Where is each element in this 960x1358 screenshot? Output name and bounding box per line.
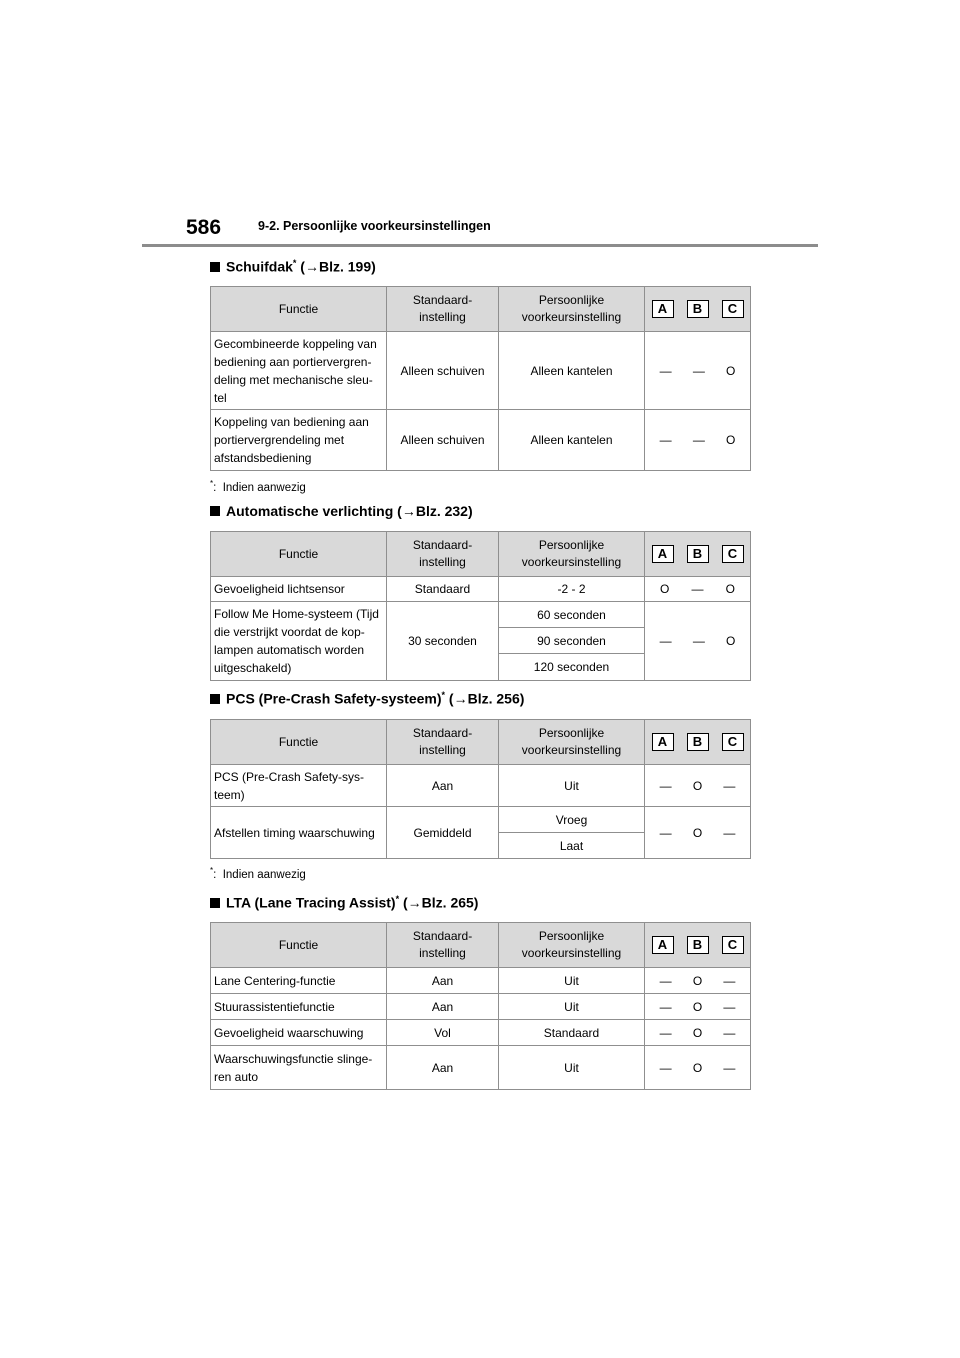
cell-default: Standaard [387, 577, 499, 602]
letter-b-box: B [687, 300, 709, 318]
col-header-abc [645, 720, 751, 765]
col-header-personal: Persoonlijke voorkeursinstelling [499, 720, 645, 765]
table-schuifdak [210, 286, 751, 471]
cell-personal-option: 60 seconden [499, 602, 645, 628]
col-header-function: Functie [211, 532, 387, 577]
col-header-personal: Persoonlijke voorkeursinstelling [499, 923, 645, 968]
table-row [211, 968, 751, 994]
cell-default: Alleen schuiven [387, 332, 499, 410]
cell-abc: O — O [645, 577, 751, 602]
section-title-lta: LTA (Lane Tracing Assist)* (→Blz. 265) [210, 894, 478, 911]
table-automatische-verlichting [210, 531, 751, 681]
cell-personal: -2 - 2 [499, 577, 645, 602]
table-row [211, 765, 751, 807]
cell-personal-option: Vroeg [499, 807, 645, 833]
cell-abc: — O — [645, 807, 751, 859]
letter-a-box: A [652, 936, 674, 954]
col-header-abc [645, 532, 751, 577]
chapter-heading: 9-2. Persoonlijke voorkeursinstellingen [258, 219, 491, 233]
table-row [211, 1046, 751, 1090]
letter-a-box: A [652, 300, 674, 318]
cell-personal: Uit [499, 1046, 645, 1090]
table-row [211, 1020, 751, 1046]
cell-personal: Uit [499, 765, 645, 807]
header-rule [142, 244, 818, 247]
cell-function: Gecombineerde koppeling van bediening aan portiervergren- deling met mechanische sleu- tel [211, 332, 387, 410]
table-row [211, 994, 751, 1020]
cell-abc: — O — [645, 968, 751, 994]
square-bullet-icon [210, 262, 220, 272]
letter-b-box: B [687, 733, 709, 751]
col-header-personal: Persoonlijke voorkeursinstelling [499, 287, 645, 332]
cell-personal-option: 90 seconden [499, 628, 645, 654]
section-title-pcs: PCS (Pre-Crash Safety-systeem)* (→Blz. 256) [210, 690, 524, 707]
cell-personal-option: 120 seconden [499, 654, 645, 681]
cell-function: PCS (Pre-Crash Safety-sys- teem) [211, 765, 387, 807]
letter-b-box: B [687, 936, 709, 954]
table-lta [210, 922, 751, 1090]
cell-personal: Alleen kantelen [499, 410, 645, 471]
col-header-abc [645, 923, 751, 968]
col-header-abc [645, 287, 751, 332]
cell-personal-option: Laat [499, 833, 645, 859]
col-header-personal: Persoonlijke voorkeursinstelling [499, 532, 645, 577]
col-header-default: Standaard- instelling [387, 287, 499, 332]
section-title-schuifdak: Schuifdak* (→Blz. 199) [210, 258, 376, 275]
cell-default: Aan [387, 765, 499, 807]
table-row [211, 577, 751, 602]
letter-b-box: B [687, 545, 709, 563]
table-row [211, 332, 751, 410]
section-title-automatische-verlichting: Automatische verlichting (→Blz. 232) [210, 503, 473, 519]
table-header-row [211, 532, 751, 577]
footnote: *: Indien aanwezig [210, 479, 306, 494]
cell-function: Follow Me Home-systeem (Tijd die verstrijkt voordat de kop- lampen automatisch worden uitgeschakeld) [211, 602, 387, 681]
cell-abc: — — O [645, 332, 751, 410]
cell-abc: — — O [645, 602, 751, 681]
cell-default: Gemiddeld [387, 807, 499, 859]
cell-function: Koppeling van bediening aan portiervergrendeling met afstandsbediening [211, 410, 387, 471]
col-header-function: Functie [211, 923, 387, 968]
col-header-function: Functie [211, 720, 387, 765]
cell-function: Waarschuwingsfunctie slinge- ren auto [211, 1046, 387, 1090]
letter-c-box: C [722, 733, 744, 751]
cell-function: Gevoeligheid waarschuwing [211, 1020, 387, 1046]
cell-abc: — — O [645, 410, 751, 471]
cell-default: Aan [387, 994, 499, 1020]
table-header-row [211, 287, 751, 332]
square-bullet-icon [210, 506, 220, 516]
cell-function: Afstellen timing waarschuwing [211, 807, 387, 859]
cell-default: Vol [387, 1020, 499, 1046]
cell-personal: Standaard [499, 1020, 645, 1046]
page-number: 586 [186, 216, 222, 239]
cell-abc: — O — [645, 1046, 751, 1090]
table-row [211, 410, 751, 471]
letter-a-box: A [652, 733, 674, 751]
square-bullet-icon [210, 694, 220, 704]
cell-function: Lane Centering-functie [211, 968, 387, 994]
cell-abc: — O — [645, 994, 751, 1020]
cell-function: Stuurassistentiefunctie [211, 994, 387, 1020]
cell-abc: — O — [645, 1020, 751, 1046]
arrow-right-icon: → [304, 258, 319, 275]
col-header-default: Standaard- instelling [387, 532, 499, 577]
col-header-default: Standaard- instelling [387, 923, 499, 968]
cell-default: Aan [387, 1046, 499, 1090]
letter-c-box: C [722, 300, 744, 318]
col-header-function: Functie [211, 287, 387, 332]
table-row [211, 807, 751, 833]
cell-default: Aan [387, 968, 499, 994]
table-header-row [211, 923, 751, 968]
cell-personal: Alleen kantelen [499, 332, 645, 410]
table-header-row [211, 720, 751, 765]
table-pcs [210, 719, 751, 859]
cell-function: Gevoeligheid lichtsensor [211, 577, 387, 602]
letter-c-box: C [722, 936, 744, 954]
arrow-right-icon: → [401, 503, 416, 519]
table-row [211, 602, 751, 628]
arrow-right-icon: → [407, 894, 422, 911]
cell-personal: Uit [499, 994, 645, 1020]
letter-a-box: A [652, 545, 674, 563]
letter-c-box: C [722, 545, 744, 563]
cell-personal: Uit [499, 968, 645, 994]
cell-default: Alleen schuiven [387, 410, 499, 471]
col-header-default: Standaard- instelling [387, 720, 499, 765]
cell-default: 30 seconden [387, 602, 499, 681]
arrow-right-icon: → [453, 690, 468, 707]
footnote: *: Indien aanwezig [210, 866, 306, 881]
square-bullet-icon [210, 898, 220, 908]
cell-abc: — O — [645, 765, 751, 807]
